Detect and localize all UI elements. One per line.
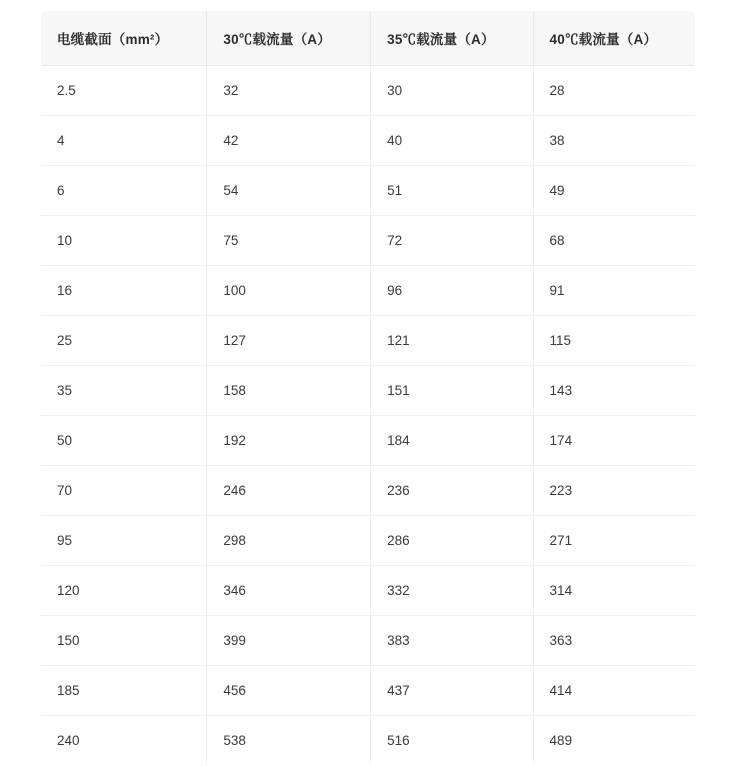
cell-ampacity-40c: 91 (533, 266, 695, 316)
column-header-cable-section: 电缆截面（mm²） (41, 11, 207, 66)
cell-cable-section: 185 (41, 666, 207, 716)
cell-ampacity-35c: 383 (371, 616, 533, 666)
cell-ampacity-35c: 96 (371, 266, 533, 316)
table-row (41, 316, 696, 366)
cell-cable-section: 95 (41, 516, 207, 566)
table-row (41, 566, 696, 616)
cell-ampacity-30c: 456 (207, 666, 371, 716)
cell-ampacity-35c: 437 (371, 666, 533, 716)
cell-cable-section: 16 (41, 266, 207, 316)
cell-ampacity-40c: 115 (533, 316, 695, 366)
table-row (41, 716, 696, 766)
table-row (41, 516, 696, 566)
cell-ampacity-40c: 223 (533, 466, 695, 516)
cell-ampacity-30c: 42 (207, 116, 371, 166)
column-header-ampacity-35c: 35℃载流量（A） (371, 11, 533, 66)
table-row (41, 616, 696, 666)
cell-ampacity-40c: 38 (533, 116, 695, 166)
cell-ampacity-35c: 332 (371, 566, 533, 616)
table-row (41, 666, 696, 716)
cell-ampacity-40c: 28 (533, 66, 695, 116)
table-row (41, 166, 696, 216)
cell-cable-section: 10 (41, 216, 207, 266)
cell-ampacity-40c: 143 (533, 366, 695, 416)
table-row (41, 466, 696, 516)
cell-ampacity-40c: 414 (533, 666, 695, 716)
cell-cable-section: 120 (41, 566, 207, 616)
cell-ampacity-30c: 399 (207, 616, 371, 666)
cell-cable-section: 35 (41, 366, 207, 416)
cell-ampacity-35c: 236 (371, 466, 533, 516)
cell-ampacity-35c: 184 (371, 416, 533, 466)
cell-cable-section: 2.5 (41, 66, 207, 116)
table-row (41, 116, 696, 166)
table-row (41, 66, 696, 116)
table-header (41, 11, 696, 66)
cell-ampacity-35c: 121 (371, 316, 533, 366)
cell-ampacity-40c: 314 (533, 566, 695, 616)
cell-ampacity-35c: 72 (371, 216, 533, 266)
cell-ampacity-30c: 75 (207, 216, 371, 266)
table-body (41, 66, 696, 766)
cell-cable-section: 150 (41, 616, 207, 666)
cell-ampacity-35c: 40 (371, 116, 533, 166)
table-header-row (41, 11, 696, 66)
cell-ampacity-40c: 174 (533, 416, 695, 466)
cell-ampacity-30c: 100 (207, 266, 371, 316)
cell-ampacity-40c: 271 (533, 516, 695, 566)
table-row (41, 416, 696, 466)
cell-ampacity-40c: 49 (533, 166, 695, 216)
cell-ampacity-40c: 68 (533, 216, 695, 266)
column-header-ampacity-30c: 30℃载流量（A） (207, 11, 371, 66)
table-row (41, 266, 696, 316)
cell-cable-section: 70 (41, 466, 207, 516)
cell-cable-section: 240 (41, 716, 207, 766)
cell-ampacity-30c: 158 (207, 366, 371, 416)
cell-cable-section: 25 (41, 316, 207, 366)
table-row (41, 216, 696, 266)
cell-ampacity-30c: 192 (207, 416, 371, 466)
cell-ampacity-30c: 127 (207, 316, 371, 366)
cell-cable-section: 50 (41, 416, 207, 466)
cell-ampacity-30c: 246 (207, 466, 371, 516)
cell-ampacity-35c: 516 (371, 716, 533, 766)
cell-cable-section: 6 (41, 166, 207, 216)
table-row (41, 366, 696, 416)
cell-ampacity-35c: 51 (371, 166, 533, 216)
cell-ampacity-30c: 538 (207, 716, 371, 766)
cell-ampacity-40c: 363 (533, 616, 695, 666)
cell-ampacity-35c: 151 (371, 366, 533, 416)
cell-ampacity-35c: 286 (371, 516, 533, 566)
cell-cable-section: 4 (41, 116, 207, 166)
cell-ampacity-30c: 54 (207, 166, 371, 216)
cell-ampacity-30c: 346 (207, 566, 371, 616)
cell-ampacity-30c: 298 (207, 516, 371, 566)
column-header-ampacity-40c: 40℃载流量（A） (533, 11, 695, 66)
cell-ampacity-40c: 489 (533, 716, 695, 766)
cable-ampacity-table (40, 10, 696, 766)
cell-ampacity-35c: 30 (371, 66, 533, 116)
cell-ampacity-30c: 32 (207, 66, 371, 116)
